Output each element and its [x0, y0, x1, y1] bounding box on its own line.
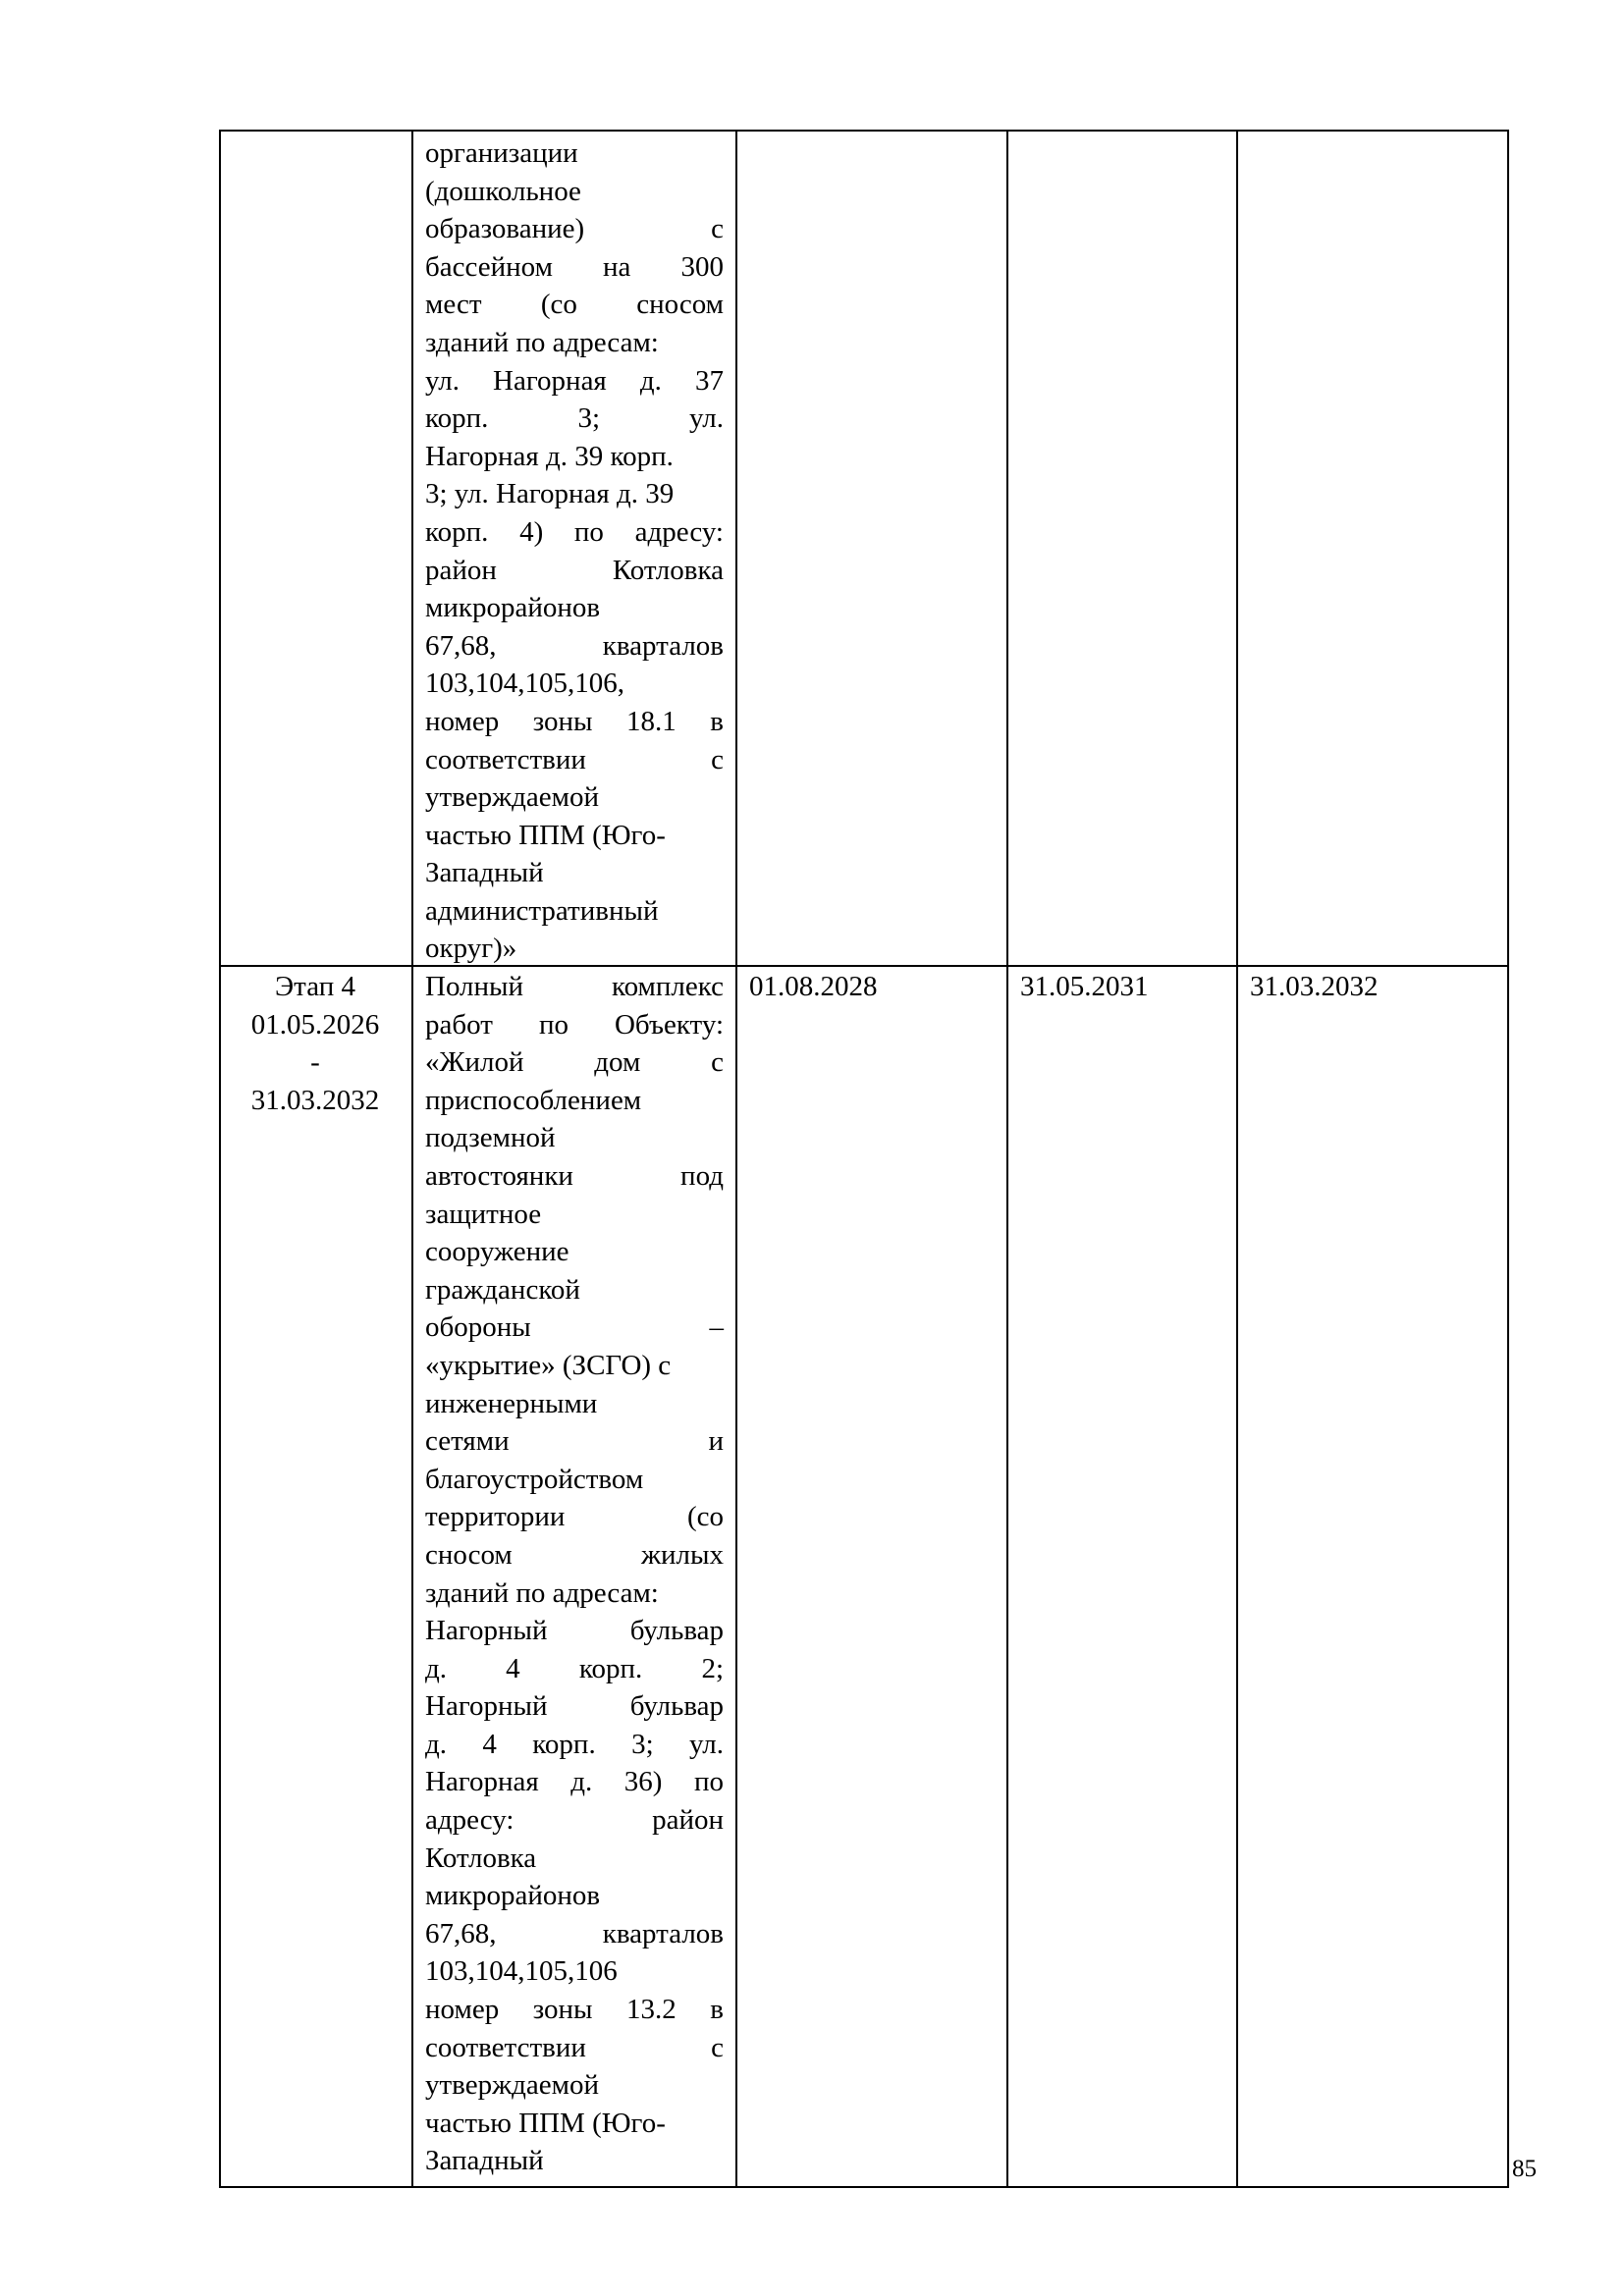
description-line: подземной [425, 1122, 556, 1154]
description-line: 67,68, кварталов [425, 1917, 724, 1949]
description-line: зданий по адресам: [425, 1576, 659, 1609]
stage-end-date: 31.03.2032 [250, 1084, 380, 1116]
date-col3: 01.08.2028 [749, 971, 878, 1002]
description-line: 67,68, кварталов [425, 629, 724, 662]
description-line: номер зоны 18.1 в [425, 705, 724, 737]
description-line: территории (со [425, 1501, 724, 1533]
description-line: Нагорный бульвар [425, 1615, 724, 1647]
description-line: Полный комплекс [425, 971, 724, 1002]
description-line: административный [425, 894, 659, 927]
description-line: мест (со сносом [425, 289, 724, 321]
description-line: частью ППМ (Юго- [425, 819, 666, 851]
description-line: «Жилой дом с [425, 1046, 724, 1079]
col-border [1507, 130, 1509, 2188]
description-line: корп. 4) по адресу: [425, 515, 724, 548]
description-line: сооружение [425, 1236, 569, 1268]
description-line: автостоянки под [425, 1159, 724, 1192]
col-border [219, 130, 221, 2188]
description-line: д. 4 корп. 2; [425, 1652, 724, 1684]
col-border [1236, 130, 1238, 2188]
description-line: приспособлением [425, 1084, 642, 1116]
row1-description [425, 134, 724, 968]
description-line: зданий по адресам: [425, 326, 659, 358]
date-col4: 31.05.2031 [1020, 971, 1149, 1002]
description-line: «укрытие» (ЗСГО) с [425, 1349, 672, 1381]
description-line: соответствии с [425, 2031, 724, 2063]
description-line: обороны – [425, 1311, 724, 1344]
description-line: округ)» [425, 933, 517, 965]
date-col5: 31.03.2032 [1250, 971, 1379, 1002]
description-line: бассейном на 300 [425, 250, 724, 283]
description-line: (дошкольное [425, 175, 581, 207]
description-line: адресу: район [425, 1804, 724, 1837]
description-line: соответствии с [425, 743, 724, 775]
description-line: микрорайонов [425, 1880, 601, 1912]
description-line: частью ППМ (Юго- [425, 2107, 666, 2139]
description-line: образование) с [425, 213, 724, 245]
description-line: корп. 3; ул. [425, 402, 724, 435]
description-line: утверждаемой [425, 2069, 599, 2102]
description-line: микрорайонов [425, 592, 601, 624]
schedule-table [219, 130, 1509, 2188]
page-number: 85 [1512, 2156, 1537, 2182]
description-line: утверждаемой [425, 781, 599, 814]
description-line: защитное [425, 1198, 542, 1230]
description-line: благоустройством [425, 1463, 644, 1495]
description-line: Нагорная д. 36) по [425, 1766, 724, 1798]
stage-cell [219, 968, 411, 1119]
col-border [1006, 130, 1008, 2188]
description-line: д. 4 корп. 3; ул. [425, 1728, 724, 1760]
description-line: Нагорная д. 39 корп. [425, 440, 674, 472]
row2-description [425, 968, 724, 2180]
description-line: Западный [425, 857, 544, 889]
description-line: номер зоны 13.2 в [425, 1994, 724, 2026]
stage-dash: - [310, 1046, 320, 1079]
description-line: ул. Нагорная д. 37 [425, 364, 724, 397]
col-border [411, 130, 413, 2188]
col-border [735, 130, 737, 2188]
description-line: 103,104,105,106 [425, 1955, 618, 1988]
stage-label: Этап 4 [275, 971, 355, 1002]
description-line: 3; ул. Нагорная д. 39 [425, 478, 675, 510]
description-line: 103,104,105,106, [425, 667, 624, 700]
description-line: район Котловка [425, 554, 724, 586]
description-line: гражданской [425, 1273, 580, 1306]
description-line: сносом жилых [425, 1538, 724, 1571]
description-line: организации [425, 137, 578, 169]
stage-start-date: 01.05.2026 [250, 1008, 380, 1041]
description-line: сетями и [425, 1425, 724, 1458]
description-line: Западный [425, 2145, 544, 2177]
description-line: инженерными [425, 1387, 598, 1419]
description-line: работ по Объекту: [425, 1008, 724, 1041]
description-line: Нагорный бульвар [425, 1690, 724, 1723]
description-line: Котловка [425, 1842, 537, 1874]
